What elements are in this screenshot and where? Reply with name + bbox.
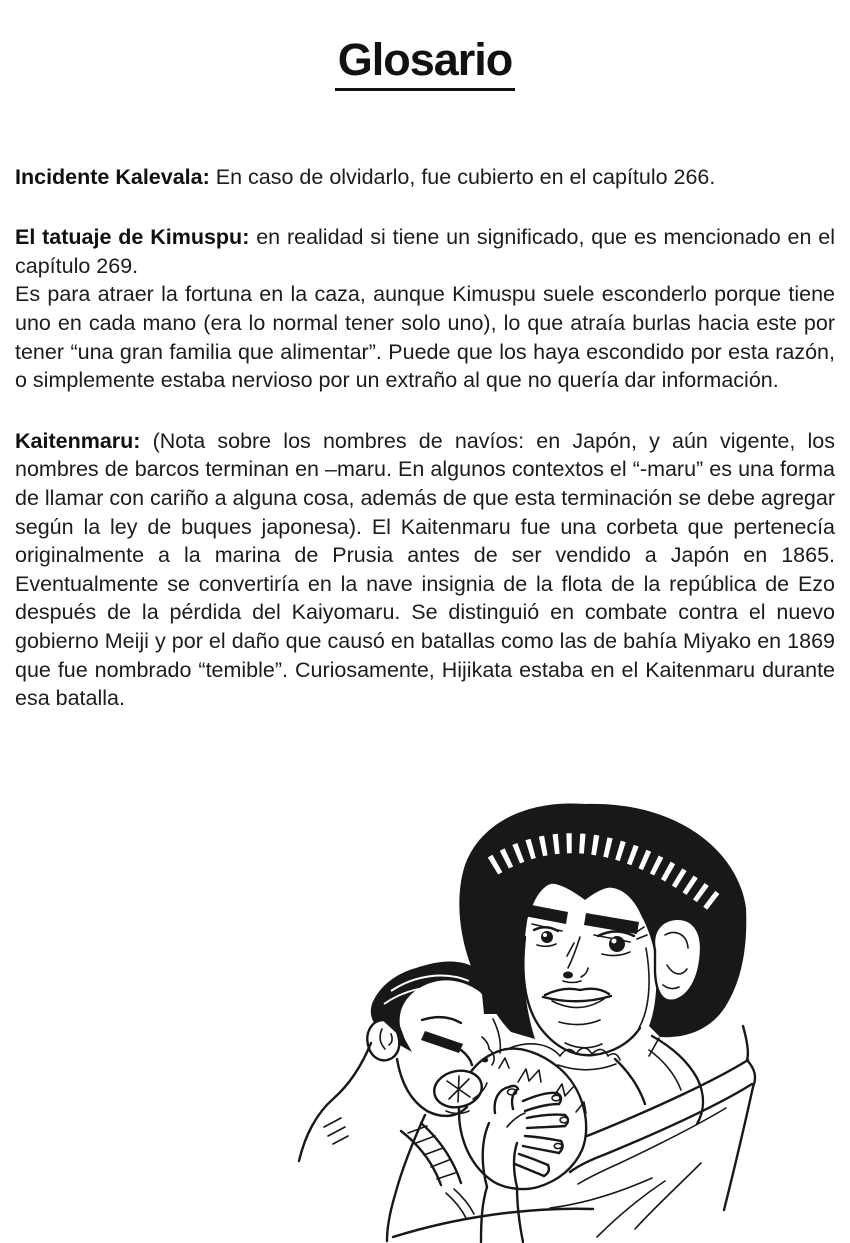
entry-term: El tatuaje de Kimuspu: — [15, 225, 250, 250]
entry-body: (Nota sobre los nombres de navíos: en Japón, y aún vigente, los nombres de barcos terminan en –maru. En algunos contextos el “-maru” es una forma de llamar con cariño a alguna cosa, además de que esta terminación se debe agregar según la ley de buques japonesa). El Kaitenmaru fue una corbeta que pertenecía originalmente a la marina de Prusia antes de ser vendido a Japón en 1865. Eventualmente se convertiría en la nave insignia de la flota de la república de Ezo después de la pérdida del Kaiyomaru. Se distinguió en combate contra el nuevo gobierno Meiji y por el daño que causó en batallas como las de bahía Miyako en 1869 que fue nombrado “temible”. Curiosamente, Hijikata estaba en el Kaitenmaru durante esa batalla. — [15, 428, 835, 711]
entry-body: en realidad si tiene un significado, que es mencionado en el capítulo 269. — [15, 225, 835, 278]
glossary-page — [0, 36, 850, 1243]
entry-term: Kaitenmaru: — [15, 428, 141, 453]
document-body — [0, 36, 850, 713]
glossary-entry-kalevala — [15, 163, 835, 192]
glossary-entry-kaitenmaru — [15, 427, 835, 713]
small-closed-eye — [421, 1017, 472, 1065]
entry-body: En caso de olvidarlo, fue cubierto en el capítulo 266. — [215, 164, 716, 189]
manga-illustration-svg — [296, 796, 784, 1243]
page-title: Glosario — [335, 36, 516, 91]
big-nose — [563, 937, 588, 983]
manga-illustration — [296, 796, 784, 1243]
entry-term: Incidente Kalevala: — [15, 164, 210, 189]
big-mouth — [543, 989, 611, 1025]
glossary-entry-kimuspu — [15, 223, 835, 395]
title-block — [15, 36, 835, 91]
entry-body-2: Es para atraer la fortuna en la caza, aunque Kimuspu suele esconderlo porque tiene uno en cada mano (era lo normal tener solo uno), lo que atraía burlas hacia este por tener “una gran familia que alimentar”. Puede que los haya escondido por esta razón, o simplemente estaba nervioso por un extraño al que no quería dar información. — [15, 282, 835, 393]
